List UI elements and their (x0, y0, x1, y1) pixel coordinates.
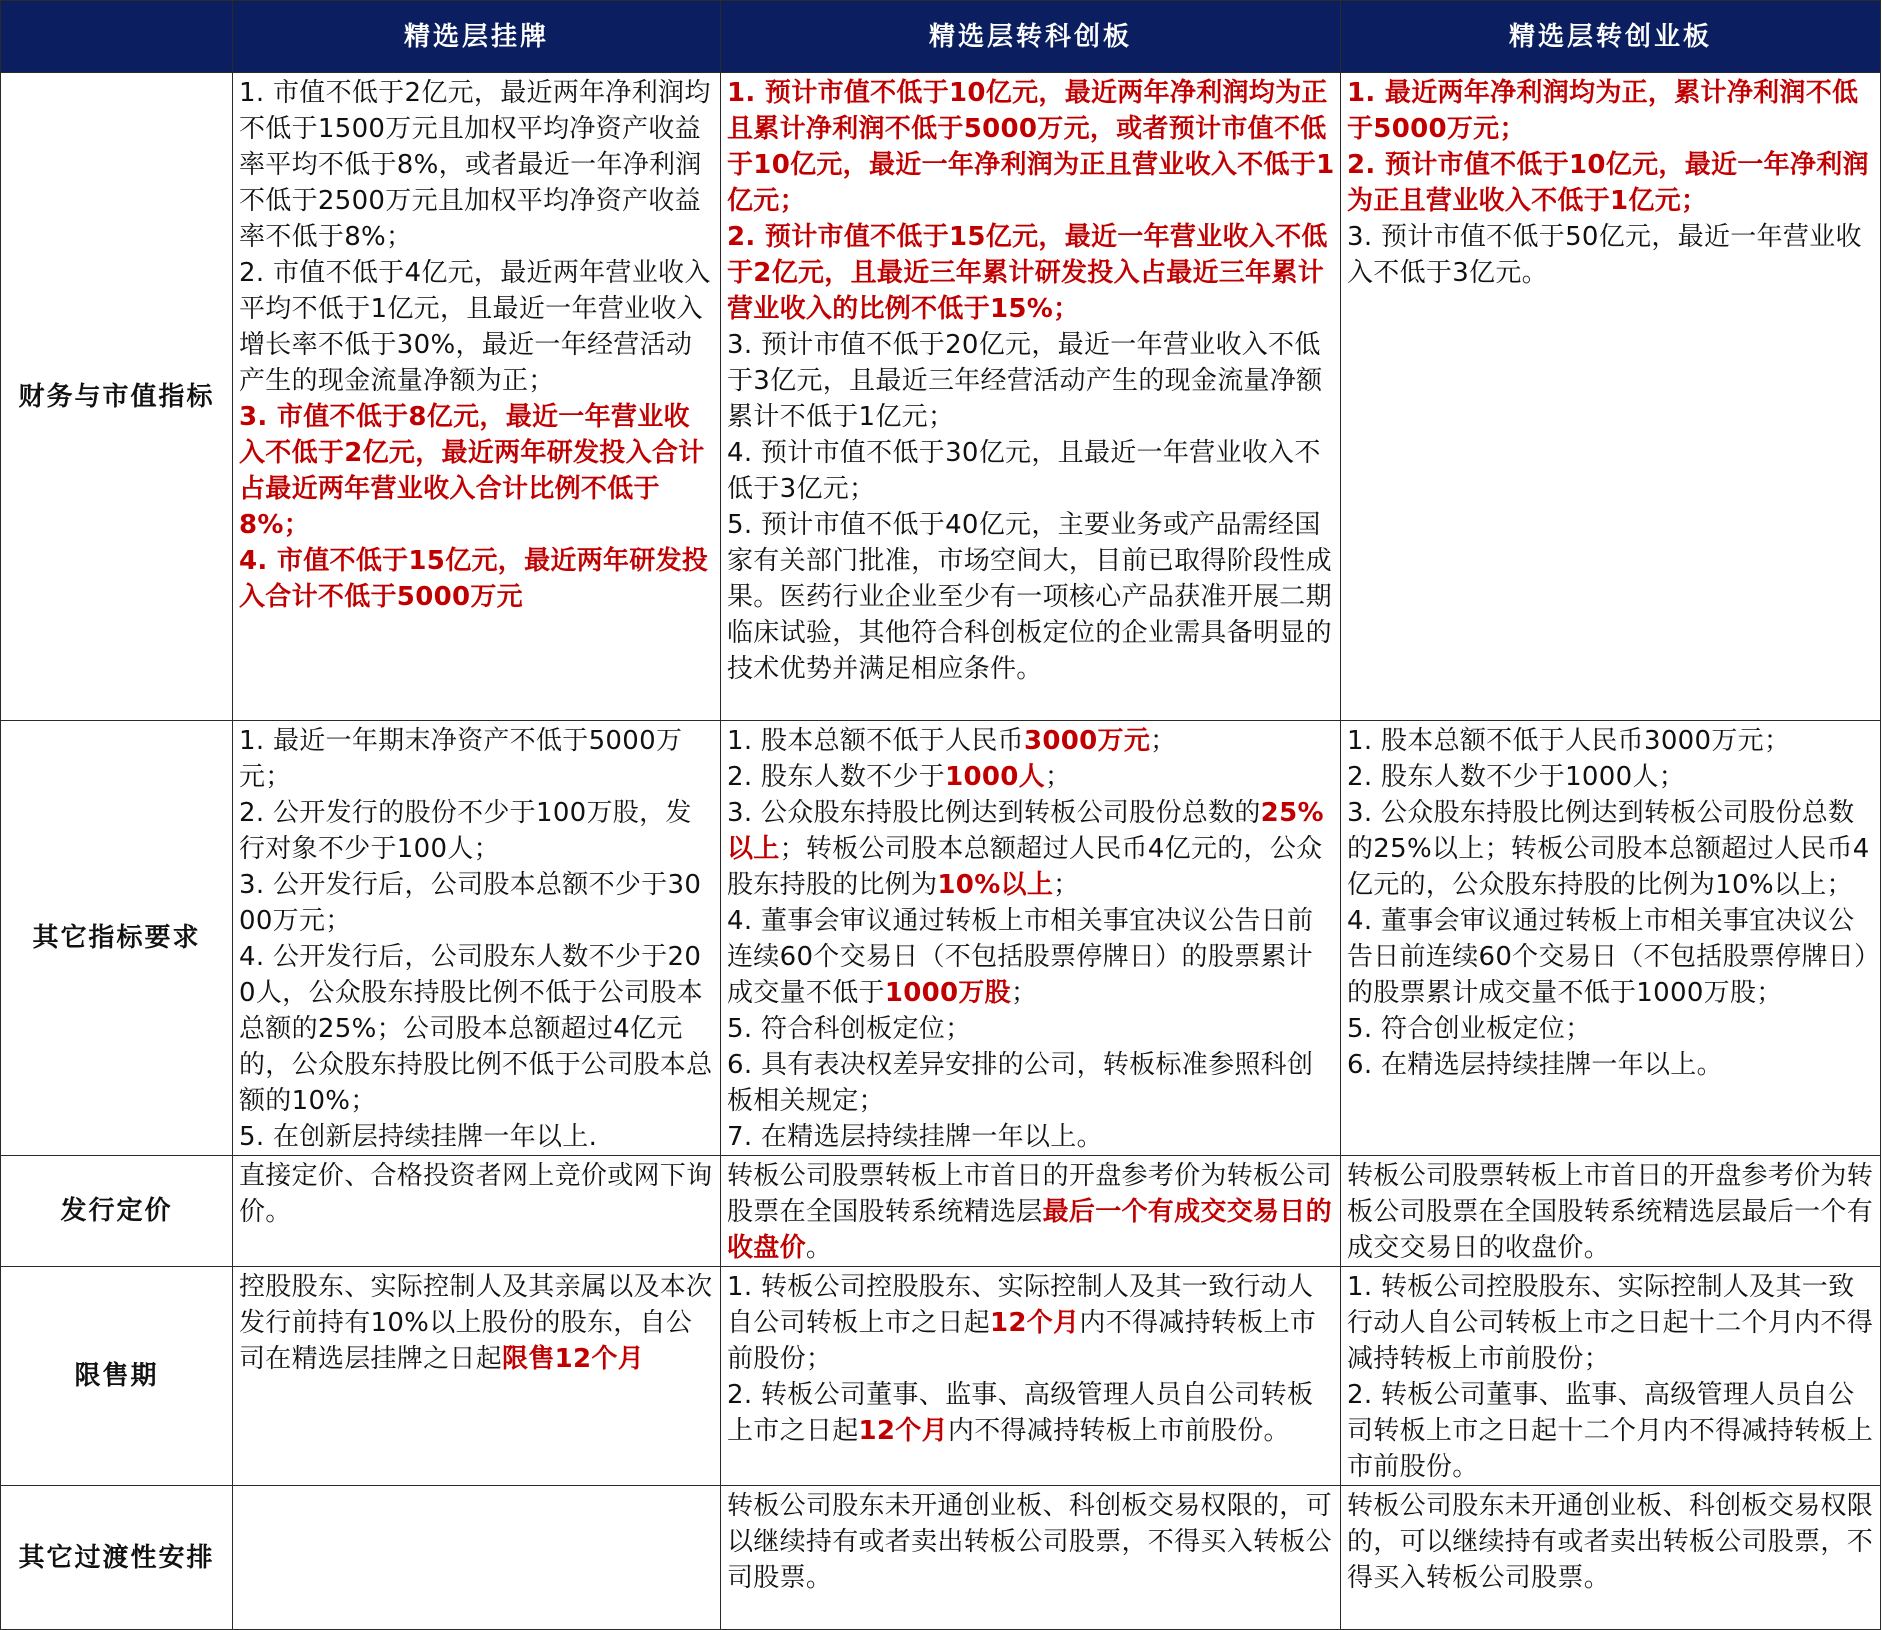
cell-text: 2. 转板公司董事、监事、高级管理人员自公司转板上市之日起十二个月内不得减持转板上市前股份。 (1347, 1380, 1874, 1482)
cell-item (239, 1119, 716, 1155)
table-cell (721, 1486, 1341, 1630)
table-cell (721, 1267, 1341, 1486)
row-financial (1, 73, 1881, 721)
cell-item (727, 795, 1336, 903)
header-cell-corner (1, 1, 233, 73)
highlighted-text: 1. 最近两年净利润均为正，累计净利润不低于5000万元； (1347, 78, 1859, 144)
row-other-requirements (1, 721, 1881, 1156)
cell-item (239, 1158, 716, 1230)
cell-text: 4. 预计市值不低于30亿元，且最近一年营业收入不低于3亿元； (727, 438, 1321, 504)
cell-text: 直接定价、合格投资者网上竞价或网下询价。 (239, 1161, 713, 1227)
highlighted-text: 1000人 (945, 762, 1045, 792)
cell-text: ； (1150, 726, 1177, 756)
cell-item (239, 795, 716, 867)
table-cell (1341, 1267, 1881, 1486)
row-lockup (1, 1267, 1881, 1486)
cell-item (1347, 1269, 1876, 1377)
cell-item (727, 1488, 1336, 1596)
cell-text: ；转板公司股本总额超过人民币4亿元的，公众股东持股的比例为 (727, 834, 1323, 900)
cell-item (1347, 795, 1876, 903)
table-cell (233, 721, 721, 1156)
row-label: 发行定价 (1, 1156, 233, 1267)
row-pricing (1, 1156, 1881, 1267)
table-cell (721, 73, 1341, 721)
header-row (1, 1, 1881, 73)
cell-item (1347, 219, 1876, 291)
cell-item (727, 1047, 1336, 1119)
table-cell (233, 1156, 721, 1267)
header-cell-jingxuan-listing: 精选层挂牌 (233, 1, 721, 73)
cell-text: ； (1044, 762, 1072, 792)
table-cell (1341, 721, 1881, 1156)
highlighted-text: 3000万元 (1023, 726, 1151, 756)
cell-item (239, 1269, 716, 1377)
cell-text: 6. 具有表决权差异安排的公司，转板标准参照科创板相关规定； (727, 1050, 1314, 1116)
table-cell (233, 73, 721, 721)
cell-text: 转板公司股票转板上市首日的开盘参考价为转板公司股票在全国股转系统精选层 (727, 1161, 1332, 1227)
cell-item (727, 903, 1336, 1011)
highlighted-text: 1000万股 (884, 978, 1011, 1008)
cell-text: 4. 董事会审议通过转板上市相关事宜决议公告日前连续60个交易日（不包括股票停牌日）的股票累计成交量不低于 (727, 906, 1314, 1008)
cell-text: 3. 预计市值不低于20亿元，最近一年营业收入不低于3亿元，且最近三年经营活动产生的现金流量净额累计不低于1亿元； (727, 330, 1323, 432)
cell-text: 3. 公众股东持股比例达到转板公司股份总数的 (727, 798, 1261, 828)
table-cell (1341, 1486, 1881, 1630)
highlighted-text: 25%以上 (727, 798, 1324, 864)
cell-text: 内不得减持转板上市前股份； (727, 1308, 1317, 1374)
cell-item (1347, 1488, 1876, 1596)
cell-item (239, 543, 716, 615)
cell-text: 转板公司股票转板上市首日的开盘参考价为转板公司股票在全国股转系统精选层最后一个有成交交易日的收盘价。 (1347, 1161, 1874, 1263)
highlighted-text: 2. 预计市值不低于10亿元，最近一年净利润为正且营业收入不低于1亿元； (1347, 150, 1869, 216)
cell-item (1347, 75, 1876, 147)
cell-text: 5. 符合创业板定位； (1347, 1014, 1592, 1044)
cell-text: 2. 公开发行的股份不少于100万股，发行对象不少于100人； (239, 798, 692, 864)
cell-item (1347, 1011, 1876, 1047)
cell-text: 3. 公开发行后，公司股本总额不少于3000万元； (239, 870, 702, 936)
row-label: 其它指标要求 (1, 721, 233, 1156)
table-cell (233, 1267, 721, 1486)
cell-text: 内不得减持转板上市前股份。 (947, 1416, 1290, 1446)
cell-text: ； (1053, 870, 1080, 900)
cell-item (727, 75, 1336, 219)
row-label: 其它过渡性安排 (1, 1486, 233, 1630)
highlighted-text: 4. 市值不低于15亿元，最近两年研发投入合计不低于5000万元 (239, 546, 709, 612)
cell-text: 1. 转板公司控股股东、实际控制人及其一致行动人自公司转板上市之日起 (727, 1272, 1314, 1338)
cell-text: 7. 在精选层持续挂牌一年以上。 (727, 1122, 1103, 1152)
cell-item (727, 759, 1336, 795)
cell-text: 2. 股东人数不少于 (727, 762, 946, 792)
cell-text: 3. 预计市值不低于50亿元，最近一年营业收入不低于3亿元。 (1347, 222, 1862, 288)
cell-text: ； (1010, 978, 1038, 1008)
cell-text: 3. 公众股东持股比例达到转板公司股份总数的25%以上；转板公司股本总额超过人民币4亿元的，公众股东持股的比例为10%以上； (1347, 798, 1870, 900)
row-transition (1, 1486, 1881, 1630)
cell-item (727, 1377, 1336, 1449)
cell-text: 4. 公开发行后，公司股东人数不少于200人，公众股东持股比例不低于公司股本总额的25%；公司股本总额超过4亿元的，公众股东持股比例不低于公司股本总额的10%； (239, 942, 713, 1116)
cell-text: 5. 符合科创板定位； (727, 1014, 972, 1044)
table-cell (233, 1486, 721, 1630)
table-cell (1341, 73, 1881, 721)
cell-text: 2. 市值不低于4亿元，最近两年营业收入平均不低于1亿元，且最近一年营业收入增长率不低于30%，最近一年经营活动产生的现金流量净额为正； (239, 258, 711, 396)
cell-text: 5. 预计市值不低于40亿元，主要业务或产品需经国家有关部门批准，市场空间大，目前已取得阶段性成果。医药行业企业至少有一项核心产品获准开展二期临床试验，其他符合科创板定位的企业需具备明显的技术优势并满足相应条件。 (727, 510, 1332, 684)
highlighted-text: 限售12个月 (502, 1344, 644, 1374)
table-cell (721, 1156, 1341, 1267)
cell-text: 1. 股本总额不低于人民币 (727, 726, 1024, 756)
row-label: 限售期 (1, 1267, 233, 1486)
highlighted-text: 2. 预计市值不低于15亿元，最近一年营业收入不低于2亿元，且最近三年累计研发投入占最近三年累计营业收入的比例不低于15%； (727, 222, 1328, 324)
cell-item (239, 867, 716, 939)
cell-item (1347, 1158, 1876, 1266)
cell-item (1347, 759, 1876, 795)
cell-item (239, 723, 716, 795)
highlighted-text: 3. 市值不低于8亿元，最近一年营业收入不低于2亿元，最近两年研发投入合计占最近两年营业收入合计比例不低于8%； (239, 402, 705, 540)
cell-item (727, 507, 1336, 687)
cell-text: 。 (805, 1233, 833, 1263)
cell-item (727, 327, 1336, 435)
cell-text: 转板公司股东未开通创业板、科创板交易权限的，可以继续持有或者卖出转板公司股票，不得买入转板公司股票。 (1347, 1491, 1874, 1593)
row-label: 财务与市值指标 (1, 73, 233, 721)
cell-item (239, 399, 716, 543)
highlighted-text: 10%以上 (937, 870, 1054, 900)
cell-item (239, 75, 716, 255)
cell-item (1347, 903, 1876, 1011)
cell-text: 1. 市值不低于2亿元，最近两年净利润均不低于1500万元且加权平均净资产收益率平均不低于8%，或者最近一年净利润不低于2500万元且加权平均净资产收益率不低于8%； (239, 78, 711, 252)
cell-item (1347, 723, 1876, 759)
cell-item (727, 723, 1336, 759)
cell-text: 4. 董事会审议通过转板上市相关事宜决议公告日前连续60个交易日（不包括股票停牌日）的股票累计成交量不低于1000万股； (1347, 906, 1868, 1008)
highlighted-text: 12个月 (858, 1416, 948, 1446)
cell-item (239, 939, 716, 1119)
cell-item (239, 255, 716, 399)
highlighted-text: 最后一个有成交交易日的收盘价 (727, 1197, 1332, 1263)
cell-item (727, 1158, 1336, 1266)
cell-text: 1. 转板公司控股股东、实际控制人及其一致行动人自公司转板上市之日起十二个月内不得减持转板上市前股份； (1347, 1272, 1874, 1374)
table-cell (721, 721, 1341, 1156)
cell-text: 控股股东、实际控制人及其亲属以及本次发行前持有10%以上股份的股东，自公司在精选层挂牌之日起 (239, 1272, 713, 1374)
highlighted-text: 12个月 (990, 1308, 1080, 1338)
cell-item (1347, 147, 1876, 219)
cell-text: 转板公司股东未开通创业板、科创板交易权限的，可以继续持有或者卖出转板公司股票，不得买入转板公司股票。 (727, 1491, 1332, 1593)
cell-text: 6. 在精选层持续挂牌一年以上。 (1347, 1050, 1723, 1080)
highlighted-text: 1. 预计市值不低于10亿元，最近两年净利润均为正且累计净利润不低于5000万元，或者预计市值不低于10亿元，最近一年净利润为正且营业收入不低于1亿元； (727, 78, 1335, 216)
table-cell (1341, 1156, 1881, 1267)
cell-item (1347, 1047, 1876, 1083)
cell-item (1347, 1377, 1876, 1485)
header-cell-to-chinext: 精选层转创业板 (1341, 1, 1881, 73)
header-cell-to-star-market: 精选层转科创板 (721, 1, 1341, 73)
cell-text: 1. 最近一年期末净资产不低于5000万元； (239, 726, 683, 792)
cell-text: 1. 股本总额不低于人民币3000万元； (1347, 726, 1791, 756)
cell-item (727, 219, 1336, 327)
cell-item (727, 1269, 1336, 1377)
cell-item (727, 435, 1336, 507)
cell-item (727, 1119, 1336, 1155)
cell-text: 2. 股东人数不少于1000人； (1347, 762, 1686, 792)
cell-text: 5. 在创新层持续挂牌一年以上. (239, 1122, 598, 1152)
cell-item (727, 1011, 1336, 1047)
cell-text: 2. 转板公司董事、监事、高级管理人员自公司转板上市之日起 (727, 1380, 1314, 1446)
